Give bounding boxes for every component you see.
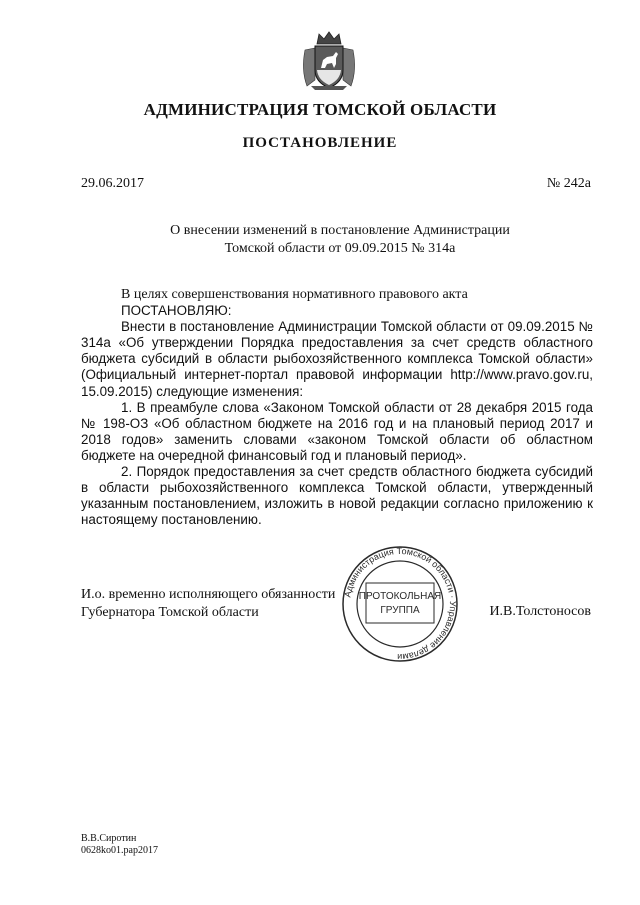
organization-title: АДМИНИСТРАЦИЯ ТОМСКОЙ ОБЛАСТИ (143, 100, 497, 119)
signatory-title-line: Губернатора Томской области (81, 605, 259, 620)
signatory-title (81, 586, 335, 622)
stamp-center-line: ПРОТОКОЛЬНАЯ (358, 591, 442, 602)
document-body (81, 287, 593, 528)
protocol-stamp (340, 545, 460, 663)
signatory-title-line: И.о. временно исполняющего обязанности (81, 587, 336, 602)
document-number: № 242а (546, 176, 591, 191)
paragraph-item-2: 2. Порядок предоставления за счет средств областного бюджета субсидий в области рыбохозяйственного комплекса Томской области, утвержденный указанным постановлением, изложить в новой редакции согласно приложению к настоящему постановлению. (81, 464, 593, 528)
tomsk-coat-of-arms-icon (297, 30, 361, 92)
signatory-name: И.В.Толстоносов (489, 604, 591, 619)
footer-author: В.В.Сиротин (81, 833, 137, 844)
document-subject (0, 222, 640, 258)
decree-word: ПОСТАНОВЛЯЮ: (121, 303, 232, 319)
footer-file: 0628ko01.pap2017 (81, 845, 158, 856)
subject-line: О внесении изменений в постановление Администрации (170, 223, 510, 238)
paragraph-item-1: 1. В преамбуле слова «Законом Томской области от 28 декабря 2015 года № 198-ОЗ «Об областном бюджете на 2016 год и на плановый период 2017 и 2018 годов» заменить словами «законом Томской области об областном бюджете на очередной финансовый год и плановый период». (81, 399, 593, 463)
document-date: 29.06.2017 (81, 176, 144, 191)
preamble: В целях совершенствования нормативного правового акта (121, 287, 468, 302)
document-footer (81, 833, 158, 857)
paragraph-main: Внести в постановление Администрации Томской области от 09.09.2015 № 314а «Об утверждении Порядка предоставления за счет средств областного бюджета субсидий в области рыбохозяйственного комплекса Томской области» (Официальный интернет-портал правовой информации http://www.pravo.gov.ru, 15.09.2015) следующие изменения: (81, 319, 593, 399)
stamp-center-line: ГРУППА (380, 605, 420, 616)
stamp-ring-text-path: Администрация Томской области · Управление делами (342, 545, 459, 663)
document-type: ПОСТАНОВЛЕНИЕ (242, 135, 398, 151)
subject-line: Томской области от 09.09.2015 № 314а (224, 241, 456, 256)
